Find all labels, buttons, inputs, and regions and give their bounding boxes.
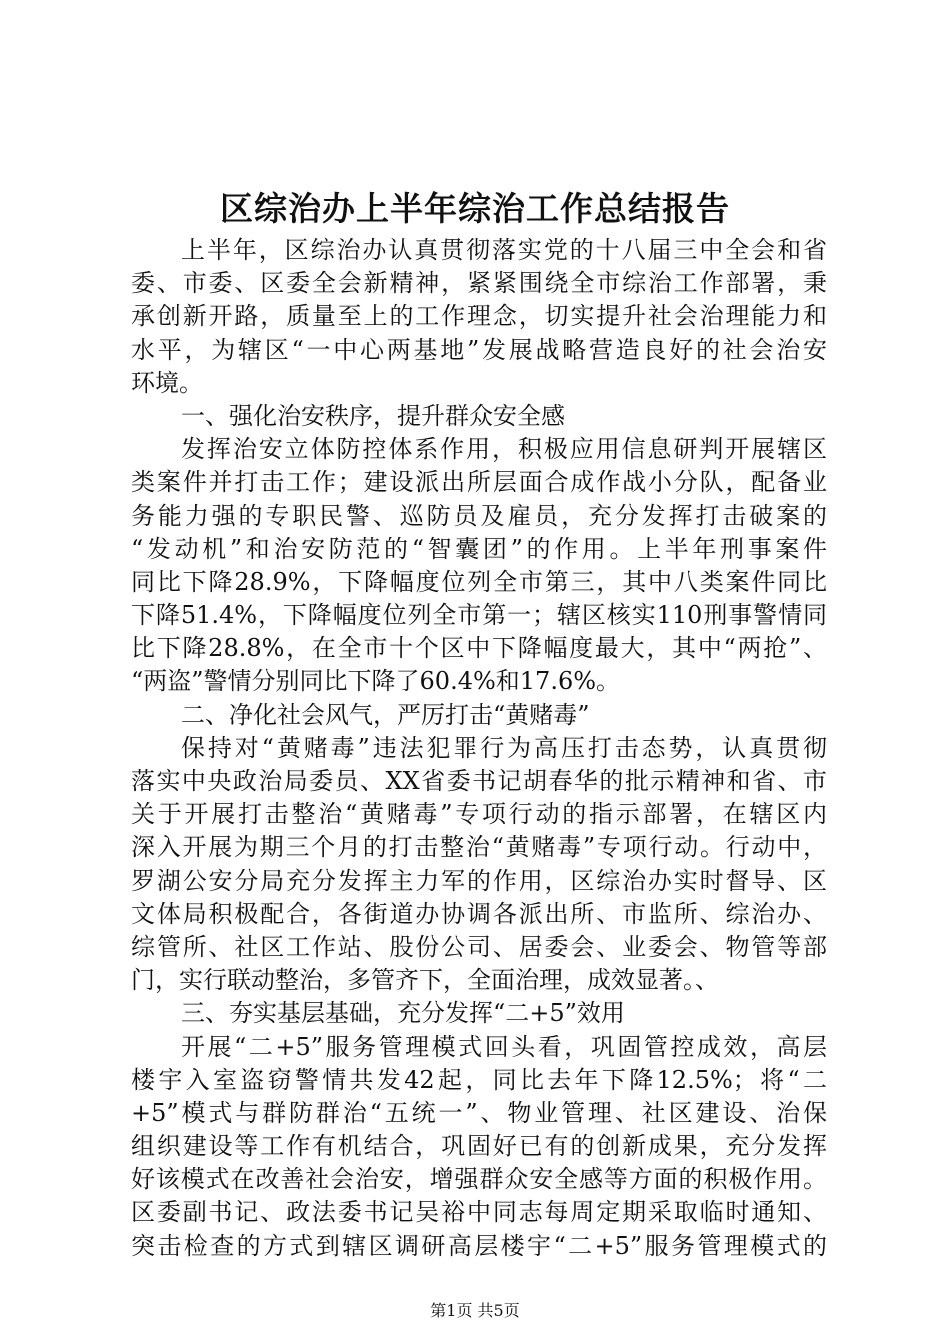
text-line: 综管所、社区工作站、股份公司、居委会、业委会、物管等部 — [131, 932, 827, 961]
text-line: 一、强化治安秩序，提升群众安全感 — [181, 401, 565, 430]
text-line: 区委副书记、政法委书记吴裕中同志每周定期采取临时通知、 — [131, 1198, 827, 1227]
text-line: “发动机”和治安防范的“智囊团”的作用。上半年刑事案件 — [131, 534, 827, 563]
text-line: 类案件并打击工作；建设派出所层面合成作战小分队，配备业 — [131, 468, 827, 497]
text-line: 关于开展打击整治“黄赌毒”专项行动的指示部署，在辖区内 — [131, 800, 827, 829]
text-line: 下降51.4%，下降幅度位列全市第一；辖区核实110刑事警情同 — [131, 601, 827, 630]
text-line: 水平，为辖区“一中心两基地”发展战略营造良好的社会治安 — [131, 335, 827, 364]
text-line: +5”模式与群防群治“五统一”、物业管理、社区建设、治保 — [131, 1098, 827, 1127]
text-line: 组织建设等工作有机结合，巩固好已有的创新成果，充分发挥 — [131, 1132, 827, 1161]
body-text — [131, 234, 827, 1263]
text-line: 楼宇入室盗窃警情共发42起，同比去年下降12.5%；将“二 — [131, 1065, 827, 1094]
text-line: 环境。 — [131, 368, 203, 397]
text-line: 突击检查的方式到辖区调研高层楼宇“二+5”服务管理模式的 — [131, 1231, 827, 1260]
text-line: 深入开展为期三个月的打击整治“黄赌毒”专项行动。行动中， — [131, 833, 827, 862]
text-line: 上半年，区综治办认真贯彻落实党的十八届三中全会和省 — [181, 236, 827, 264]
page-indicator: 第1页 共5页 — [430, 1301, 520, 1320]
text-line: 比下降28.8%，在全市十个区中下降幅度最大，其中“两抢”、 — [131, 634, 827, 663]
text-line: 好该模式在改善社会治安，增强群众安全感等方面的积极作用。 — [131, 1165, 827, 1194]
text-line: 委、市委、区委全会新精神，紧紧围绕全市综治工作部署，秉 — [131, 269, 827, 298]
text-line: 承创新开路，质量至上的工作理念，切实提升社会治理能力和 — [131, 302, 827, 331]
text-line: 保持对“黄赌毒”违法犯罪行为高压打击态势，认真贯彻 — [181, 733, 827, 762]
text-line: 罗湖公安分局充分发挥主力军的作用，区综治办实时督导、区 — [131, 866, 827, 895]
text-line: 文体局积极配合，各街道办协调各派出所、市监所、综治办、 — [131, 899, 827, 928]
text-line: 务能力强的专职民警、巡防员及雇员，充分发挥打击破案的 — [131, 501, 827, 530]
text-line: 落实中央政治局委员、XX省委书记胡春华的批示精神和省、市 — [131, 767, 827, 795]
text-line: 发挥治安立体防控体系作用，积极应用信息研判开展辖区 — [181, 435, 827, 464]
text-line: 三、夯实基层基础，充分发挥“二+5”效用 — [181, 999, 625, 1028]
text-line: “两盗”警情分别同比下降了60.4%和17.6%。 — [131, 667, 621, 696]
page-title: 区综治办上半年综治工作总结报告 — [220, 189, 730, 228]
text-line: 同比下降28.9%，下降幅度位列全市第三，其中八类案件同比 — [131, 567, 827, 596]
text-line: 开展“二+5”服务管理模式回头看，巩固管控成效，高层 — [181, 1032, 827, 1061]
text-line: 门，实行联动整治，多管齐下，全面治理，成效显著。、 — [131, 966, 719, 995]
text-line: 二、净化社会风气，严厉打击“黄赌毒” — [181, 700, 590, 729]
